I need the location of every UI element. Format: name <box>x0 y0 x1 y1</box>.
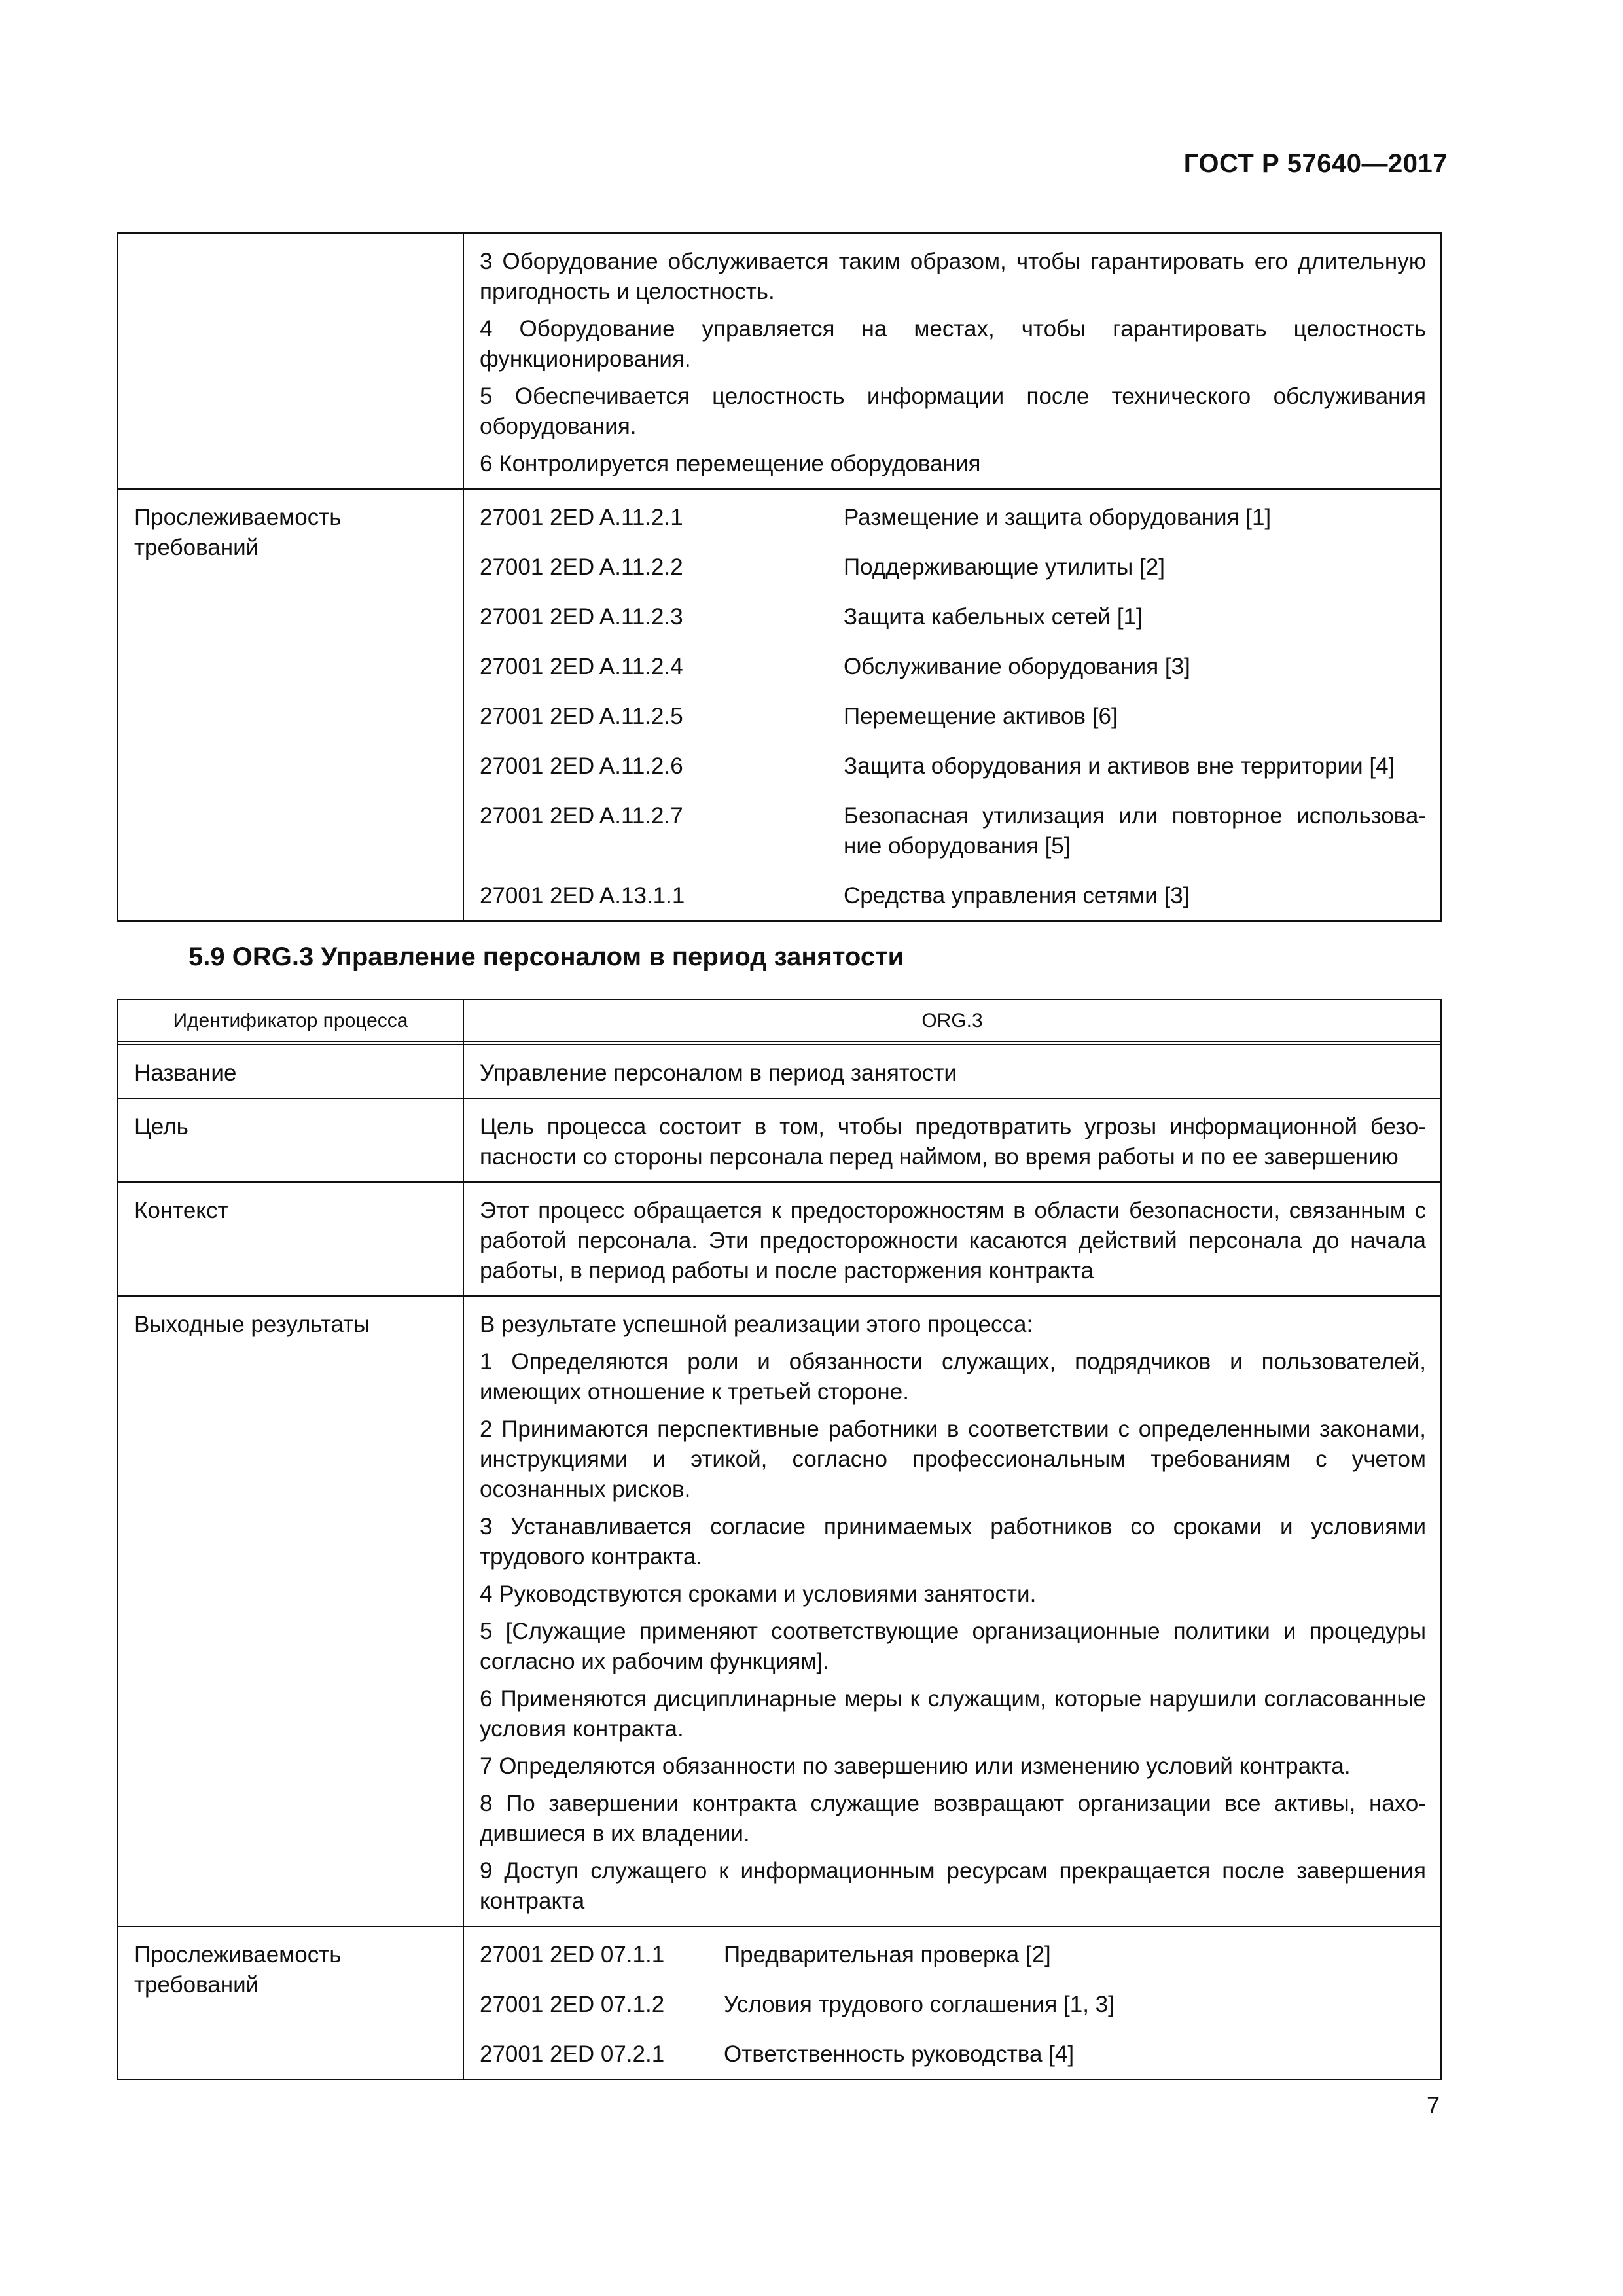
reference-code: 27001 2ED A.11.2.1 <box>480 505 683 530</box>
purpose-label: Цель <box>118 1098 463 1182</box>
outcomes-row <box>118 1296 1441 1926</box>
reference-code: 27001 2ED A.11.2.7 <box>480 803 683 829</box>
reference-row <box>480 801 1426 861</box>
traceability-cell <box>463 489 1441 921</box>
outcome-item: 2 Принимаются перспективные работники в соответствии с определенными законами, инструкциями и этикой, согласно профессиональным требованиям с учетом осознанных рисков. <box>480 1416 1426 1502</box>
reference-code: 27001 2ED 07.1.1 <box>480 1942 665 1967</box>
page-number: 7 <box>1426 2092 1440 2119</box>
reference-code: 27001 2ED A.11.2.5 <box>480 704 683 729</box>
name-value: Управление персоналом в период занятости <box>463 1045 1441 1098</box>
outcome-item: 1 Определяются роли и обязанности служащих, подрядчиков и пользователей, имеющих отношение к третьей стороне. <box>480 1349 1426 1405</box>
document-code: ГОСТ Р 57640—2017 <box>1183 149 1448 178</box>
reference-description: Перемещение активов [6] <box>844 704 1118 729</box>
purpose-value <box>463 1098 1441 1182</box>
reference-row <box>480 652 1426 682</box>
outcomes-label: Выходные результаты <box>118 1296 463 1926</box>
reference-code: 27001 2ED A.13.1.1 <box>480 883 685 908</box>
reference-row <box>480 602 1426 632</box>
reference-description: Обслуживание оборудования [3] <box>844 654 1190 679</box>
reference-description: Предварительная проверка [2] <box>724 1942 1051 1967</box>
reference-row <box>480 751 1426 781</box>
purpose-row <box>118 1098 1441 1182</box>
reference-row <box>480 503 1426 533</box>
reference-description: Безопасная утилизация или повторное использова-ние оборудования [5] <box>844 803 1426 859</box>
name-row <box>118 1045 1441 1098</box>
reference-row <box>480 552 1426 583</box>
reference-code: 27001 2ED A.11.2.3 <box>480 604 683 630</box>
outcome-item: 3 Устанавливается согласие принимаемых работников со сроками и условиями трудового контракта. <box>480 1514 1426 1570</box>
outcome-item: 7 Определяются обязанности по завершению или изменению условий контракта. <box>480 1753 1351 1779</box>
reference-code: 27001 2ED 07.2.1 <box>480 2041 665 2067</box>
outcome-item: 6 Применяются дисциплинарные меры к служащим, которые нарушили согласованные условия контракта. <box>480 1686 1426 1742</box>
traceability-row <box>118 489 1441 921</box>
outcome-item: 5 [Служащие применяют соответствующие организационные политики и процедуры согласно их рабочим функциям]. <box>480 1619 1426 1674</box>
reference-description: Защита кабельных сетей [1] <box>844 604 1143 630</box>
outcomes-cell <box>463 1296 1441 1926</box>
outcomes-continuation-cell <box>463 233 1441 489</box>
traceability-label: Прослеживаемость требований <box>118 489 463 921</box>
reference-description: Поддерживающие утилиты [2] <box>844 554 1165 580</box>
context-value <box>463 1182 1441 1296</box>
reference-row <box>480 1990 1426 2020</box>
process-id-value: ORG.3 <box>463 999 1441 1041</box>
reference-row <box>480 881 1426 911</box>
reference-description: Средства управления сетями [3] <box>844 883 1190 908</box>
continuation-table <box>117 232 1442 922</box>
reference-code: 27001 2ED A.11.2.2 <box>480 554 683 580</box>
reference-code: 27001 2ED 07.1.2 <box>480 1992 665 2017</box>
reference-row <box>480 2039 1426 2070</box>
process-id-row <box>118 999 1441 1041</box>
outcome-item: 3 Оборудование обслуживается таким образом, чтобы гарантировать его длительную пригодность и целостность. <box>480 249 1426 304</box>
traceability-label: Прослеживаемость требований <box>118 1926 463 2079</box>
context-label: Контекст <box>118 1182 463 1296</box>
reference-description: Ответственность руководства [4] <box>724 2041 1075 2067</box>
section-heading: 5.9 ORG.3 Управление персоналом в период занятости <box>188 942 904 971</box>
reference-row <box>480 1940 1426 1970</box>
outcome-item: 4 Руководствуются сроками и условиями занятости. <box>480 1581 1037 1607</box>
outcome-item: 5 Обеспечивается целостность информации после технического обслуживания оборудования. <box>480 384 1426 439</box>
process-id-label: Идентификатор процесса <box>118 999 463 1041</box>
outcome-item: 6 Контролируется перемещение оборудования <box>480 451 981 476</box>
name-label: Название <box>118 1045 463 1098</box>
outcome-item: 8 По завершении контракта служащие возвращают организации все активы, нахо-дившиеся в их владении. <box>480 1791 1426 1846</box>
reference-code: 27001 2ED A.11.2.4 <box>480 654 683 679</box>
outcome-item: 4 Оборудование управляется на местах, чтобы гарантировать целостность функционирования. <box>480 316 1426 372</box>
outcomes-intro: В результате успешной реализации этого процесса: <box>480 1312 1033 1337</box>
reference-description: Размещение и защита оборудования [1] <box>844 505 1272 530</box>
outcomes-continuation-row <box>118 233 1441 489</box>
context-text: Этот процесс обращается к предосторожностям в области безопасности, связанным с работой персонала. Эти предосторожности касаются действий персонала до начала работы, в период работы и после расторжения контракта <box>480 1198 1426 1283</box>
purpose-text: Цель процесса состоит в том, чтобы предотвратить угрозы информационной безо-пасности со стороны персонала перед наймом, во время работы и по ее завершению <box>480 1114 1426 1170</box>
empty-label-cell <box>118 233 463 489</box>
outcome-item: 9 Доступ служащего к информационным ресурсам прекращается после завершения контракта <box>480 1858 1426 1914</box>
process-table <box>117 999 1442 2080</box>
traceability-cell <box>463 1926 1441 2079</box>
traceability-row <box>118 1926 1441 2079</box>
reference-description: Защита оборудования и активов вне территории [4] <box>844 753 1395 779</box>
reference-row <box>480 702 1426 732</box>
context-row <box>118 1182 1441 1296</box>
reference-code: 27001 2ED A.11.2.6 <box>480 753 683 779</box>
reference-description: Условия трудового соглашения [1, 3] <box>724 1992 1115 2017</box>
